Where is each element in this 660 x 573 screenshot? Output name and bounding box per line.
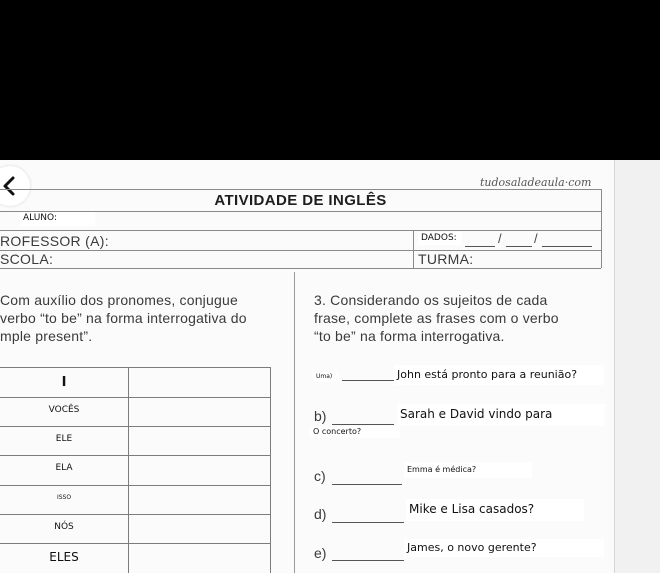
top-black-band — [0, 0, 660, 160]
date-month-line — [506, 246, 532, 247]
question-c-letter: c) — [314, 468, 326, 484]
table-row-divider — [0, 485, 270, 486]
site-watermark: tudosaladeaula·com — [480, 176, 592, 189]
left-instruction-line-3: mple present”. — [0, 328, 93, 344]
table-row-divider — [0, 543, 270, 544]
question-d-text: Mike e Lisa casados? — [406, 499, 584, 521]
right-margin-strip — [614, 160, 660, 573]
question-e-letter: e) — [314, 545, 327, 561]
question-e-text: James, o novo gerente? — [404, 539, 604, 557]
table-row-divider — [0, 426, 270, 427]
table-column-divider — [128, 368, 129, 573]
header-divider-4 — [0, 268, 601, 269]
pronoun-voces: VOCÊS — [48, 405, 80, 415]
column-divider — [294, 272, 295, 573]
right-instruction-line-3: “to be” na forma interrogativa. — [314, 328, 505, 344]
right-instruction-line-2: frase, complete as frases com o verbo — [314, 310, 559, 326]
dados-label: DADOS: — [418, 232, 462, 245]
question-b-text: Sarah e David vindo para — [397, 404, 605, 426]
question-c-blank — [332, 484, 402, 485]
question-e-blank — [332, 560, 404, 561]
aluno-label: ALUNO: — [20, 212, 95, 226]
pronoun-i: I — [61, 375, 67, 390]
header-column-divider — [413, 230, 414, 268]
escola-label: SCOLA: — [0, 251, 54, 267]
date-year-line — [542, 246, 592, 247]
pronoun-nos: NÓS — [54, 522, 74, 532]
pronoun-eles: ELES — [49, 550, 79, 564]
turma-label: TURMA: — [418, 251, 474, 267]
table-row-divider — [0, 514, 270, 515]
date-day-line — [465, 246, 495, 247]
header-divider-3 — [0, 250, 601, 251]
table-row-divider — [0, 397, 270, 398]
question-d-letter: d) — [314, 506, 327, 522]
date-slash-2: / — [534, 231, 538, 246]
question-a-prefix: Uma) — [313, 372, 339, 382]
question-a-text: John está pronto para a reunião? — [394, 365, 604, 385]
table-row-divider — [0, 455, 270, 456]
left-instruction-line-1: Com auxílio dos pronomes, conjugue — [0, 292, 238, 308]
question-d-blank — [332, 522, 404, 523]
professor-label: ROFESSOR (A): — [0, 233, 109, 249]
question-b-letter: b) — [314, 408, 327, 424]
right-instruction-line-1: 3. Considerando os sujeitos de cada — [314, 292, 548, 308]
pronoun-table — [0, 367, 271, 573]
left-instruction-line-2: verbo “to be” na forma interrogativa do — [0, 310, 247, 326]
question-b-continuation: O concerto? — [310, 426, 400, 438]
date-slash-1: / — [498, 231, 502, 246]
question-c-text: Emma é médica? — [404, 462, 532, 478]
pronoun-ele: ELE — [55, 434, 73, 444]
question-a-blank — [342, 380, 394, 381]
worksheet-title: ATIVIDADE DE INGLÊS — [214, 192, 387, 209]
header-divider-2 — [0, 230, 601, 231]
pronoun-isso: ISSO — [56, 494, 72, 501]
pronoun-ela: ELA — [55, 463, 73, 473]
question-b-blank — [332, 424, 394, 425]
